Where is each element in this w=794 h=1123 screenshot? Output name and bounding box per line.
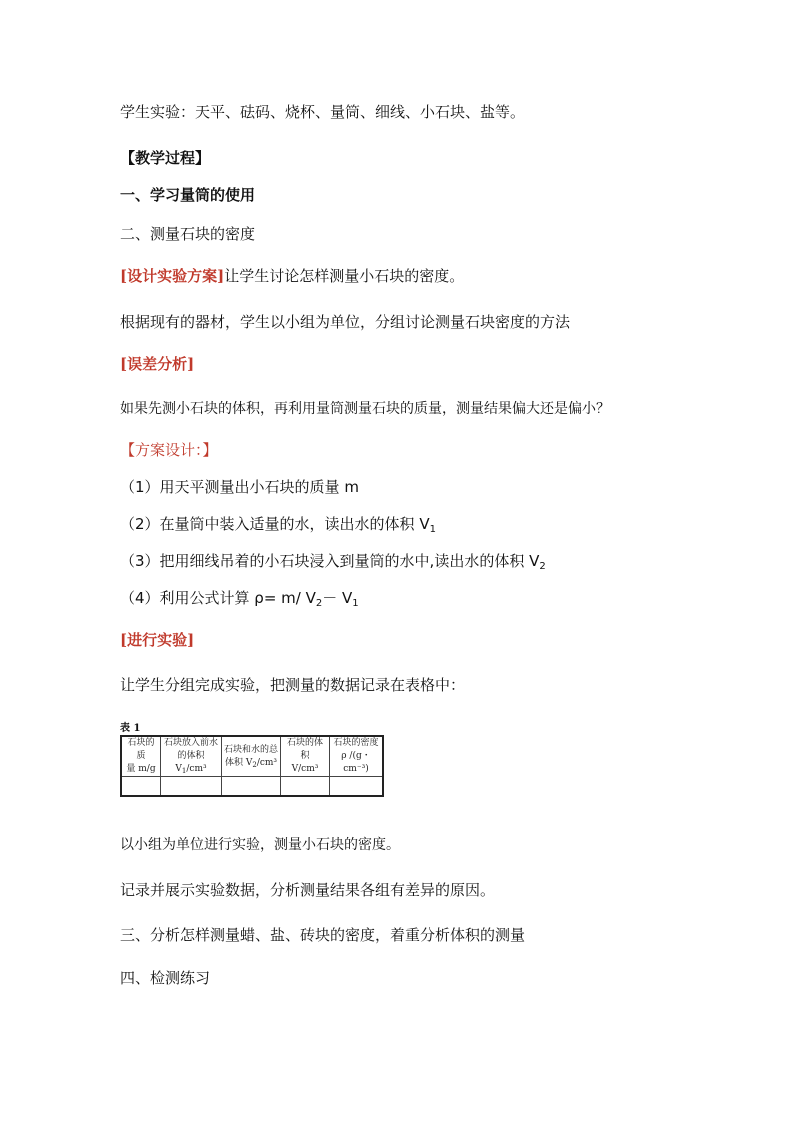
step-4-mid: － V <box>322 589 353 607</box>
record-show-line: 记录并展示实验数据，分析测量结果各组有差异的原因。 <box>120 881 496 899</box>
materials-line: 学生实验：天平、砝码、烧杯、量筒、细线、小石块、盐等。 <box>120 103 526 121</box>
header-v1-unit: /cm³ <box>186 764 207 774</box>
header-volume-line1: 石块的体积 <box>286 738 323 761</box>
header-mass-line1: 石块的质 <box>127 738 155 761</box>
data-table <box>120 735 384 797</box>
process-title: 【教学过程】 <box>120 149 211 167</box>
section-3-heading: 三、分析怎样测量蜡、盐、砖块的密度，着重分析体积的测量 <box>120 926 526 944</box>
step-3-text: （3）把用细线吊着的小石块浸入到量筒的水中,读出水的体积 V <box>120 552 540 570</box>
table-cell <box>330 777 384 797</box>
header-v2-line2: 体积 V <box>224 757 253 768</box>
group-discuss-line: 根据现有的器材，学生以小组为单位，分组讨论测量石块密度的方法 <box>120 313 571 331</box>
step-4-text: （4）利用公式计算 ρ= m/ V <box>120 589 316 607</box>
group-experiment-line: 以小组为单位进行实验，测量小石块的密度。 <box>120 837 400 853</box>
header-volume-line2: V/cm³ <box>291 764 319 774</box>
step-4-sub-b: 1 <box>352 598 359 609</box>
section-2-heading: 二、测量石块的密度 <box>120 225 256 243</box>
header-cell-v1 <box>161 736 222 777</box>
header-v1-line1: 石块放入前水 <box>163 738 218 748</box>
table-cell <box>281 777 330 797</box>
section-4-heading: 四、检测练习 <box>120 969 211 987</box>
header-mass-line2: 量 m/g <box>126 764 156 774</box>
table-cell <box>161 777 222 797</box>
header-cell-mass <box>121 736 161 777</box>
record-instruction: 让学生分组完成实验，把测量的数据记录在表格中： <box>120 676 466 694</box>
experiment-tag: [进行实验] <box>120 631 195 649</box>
table-header-row <box>121 736 383 777</box>
table-caption: 表 1 <box>120 723 141 734</box>
design-text: 让学生讨论怎样测量小石块的密度。 <box>224 267 465 285</box>
design-line <box>120 266 464 286</box>
header-v2-unit: /cm³ <box>256 757 278 768</box>
step-4 <box>120 588 359 608</box>
error-tag: [误差分析] <box>120 355 195 373</box>
data-table-wrapper <box>120 722 384 797</box>
design-tag: [设计实验方案] <box>120 267 225 285</box>
header-v1-sub: 1 <box>181 767 187 775</box>
header-v2-sub: 2 <box>252 760 257 769</box>
header-v1-line2: 的体积 V <box>175 751 205 774</box>
error-question: 如果先测小石块的体积，再利用量筒测量石块的质量，测量结果偏大还是偏小？ <box>120 401 610 417</box>
step-4-sub-a: 2 <box>315 598 323 609</box>
step-2-sub: 1 <box>429 524 436 535</box>
section-1-heading: 一、学习量筒的使用 <box>120 186 256 204</box>
step-3-sub: 2 <box>539 561 546 572</box>
header-density-line1: 石块的密度 <box>333 738 379 748</box>
step-1: （1）用天平测量出小石块的质量 m <box>120 478 359 496</box>
header-cell-density <box>330 736 384 777</box>
table-cell <box>222 777 281 797</box>
step-2-text: （2）在量筒中装入适量的水，读出水的体积 V <box>120 515 430 533</box>
header-density-line2: ρ /(g・cm⁻³) <box>341 751 371 774</box>
table-row <box>121 777 383 797</box>
step-2 <box>120 514 436 534</box>
plan-title: 【方案设计：】 <box>120 441 218 459</box>
table-cell <box>121 777 161 797</box>
header-v2-line1: 石块和水的总 <box>224 744 279 755</box>
step-3 <box>120 551 546 571</box>
header-cell-v2 <box>222 736 281 777</box>
header-cell-volume <box>281 736 330 777</box>
